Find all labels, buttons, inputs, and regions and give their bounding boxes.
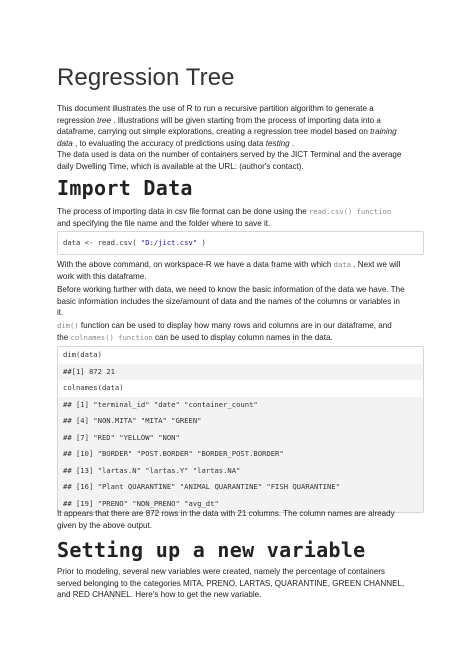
code-line: colnames(data) xyxy=(63,383,124,392)
rows-columns-paragraph: It appears that there are 872 rows in the data with 21 columns. The column names are already given by the above output. xyxy=(57,509,395,530)
new-variable-heading: Setting up a new variable xyxy=(57,538,366,562)
after-import-paragraph: With the above command, on workspace-R we have a data frame with which data . Next we will work with this dataframe. xyxy=(57,260,401,281)
intro-paragraph xyxy=(57,103,419,149)
intro-line-4: data , to evaluating the accuracy of predictions using data testing . xyxy=(57,138,295,148)
inline-code-read-csv: read.csv() function xyxy=(308,207,392,216)
code-output-line: ## [7] "RED" "YELLOW" "NON" xyxy=(58,430,423,447)
import-data-heading: Import Data xyxy=(57,176,193,200)
emphasis-testing: testing xyxy=(265,138,290,148)
document-title: Regression Tree xyxy=(57,64,235,91)
code-block-read-csv xyxy=(57,231,424,255)
code-output-line: ## [4] "NON.MITA" "MITA" "GREEN" xyxy=(58,413,423,430)
emphasis-tree: tree xyxy=(97,115,111,125)
code-string: "D:/jict.csv" xyxy=(140,238,198,247)
emphasis-data: data xyxy=(57,138,73,148)
code-output-line: ## [16] "Plant QUARANTINE" "ANIMAL QUARANTINE" "FISH QUARANTINE" xyxy=(58,479,423,496)
inline-code-colnames: colnames() function xyxy=(70,332,153,342)
code-output-line: ##[1] 872 21 xyxy=(58,364,423,381)
inline-code-dim: dim() xyxy=(57,321,79,330)
code-output-line: ## [13] "lartas.N" "lartas.Y" "lartas.NA" xyxy=(58,463,423,480)
emphasis-training: training xyxy=(370,127,397,137)
code-output-line: ## [19] "PRENO" "NON_PRENO" "avg_dt" xyxy=(58,496,423,513)
import-paragraph: The process of importing data in csv file format can be done using the read.csv() function and specifying the file name and the folder where to save it. xyxy=(57,207,392,228)
basic-info-paragraph: Before working further with data, we need to know the basic information of the data we have. The basic information includes the size/amount of data and the names of the columns or variables in it. xyxy=(57,285,405,318)
prior-modeling-paragraph: Prior to modeling, several new variables were created, namely the percentage of containers served belonging to the categories MITA, PRENO, LARTAS, QUARANTINE, GREEN CHANNEL, and RED CHANNEL. Here's how to get the new variable. xyxy=(57,567,405,600)
intro-line-3: dataframe, carrying out simple explorations, creating a regression tree model based on training xyxy=(57,127,397,137)
code-line: dim(data) xyxy=(63,350,102,359)
inline-code-data: data xyxy=(333,260,351,269)
code-line: data <- read.csv( "D:/jict.csv" ) xyxy=(63,238,206,247)
data-description-paragraph: The data used is data on the number of containers served by the JICT Terminal and the average daily Dwelling Time, which is available at the URL: (author's contact). xyxy=(57,150,402,171)
intro-line-1: This document illustrates the use of R to run a recursive partition algorithm to generate a xyxy=(57,104,374,113)
code-block-dim-colnames xyxy=(57,346,424,513)
intro-line-2: regression tree . Illustrations will be given starting from the process of importing data into a xyxy=(57,115,381,125)
dim-colnames-paragraph: dim() function can be used to display how many rows and columns are in our dataframe, and the colnames() function can be used to display column names in the data. xyxy=(57,321,392,342)
code-output-line: ## [10] "BORDER" "POST.BORDER" "BORDER_POST.BORDER" xyxy=(58,446,423,463)
code-output-line: ## [1] "terminal_id" "date" "container_count" xyxy=(58,397,423,414)
